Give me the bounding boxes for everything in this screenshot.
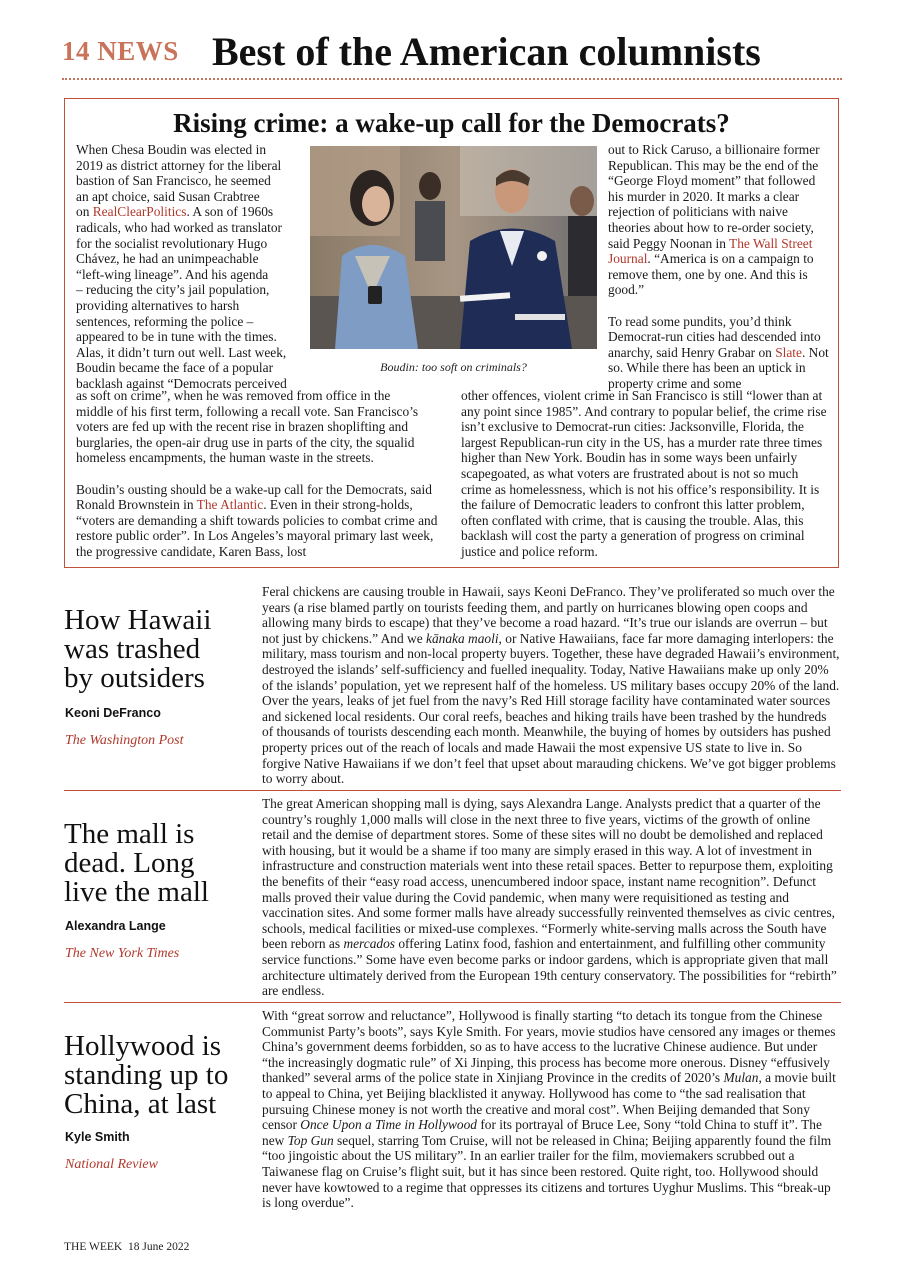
source-link[interactable]: The Atlantic: [196, 497, 264, 513]
text-line: backlash against “Democrats perceived: [76, 375, 287, 391]
footer-date: 18 June 2022: [127, 1241, 190, 1253]
photo-illustration: [310, 146, 597, 349]
feature-headline: How Hawaii was trashed by outsiders: [64, 604, 212, 694]
feature-body: The great American shopping mall is dying, says Alexandra Lange. Analysts predict that a quarter of the country’s roughly 1,000 malls will close in the next three to five years, victims of the growth of online retail and the demise of department stores. Some of these sites will no doubt be demolished and replaced with housing, but it would be a shame if too many are simply erased in this way. A lot of investment in infrastructure and construction materials went into these retail spaces. Better to repurpose them, exploiting the benefits of their “easy road access, unencumbered indoor space, instant name recognition”. Defunct malls proved their value during the Covid pandemic, when many were requisitioned as testing and vaccination sites. And some former malls have already successfully reinvented themselves as civic centres, schools, medical facilities or mixed-use complexes. “Formerly white-serving malls across the South have been reborn as mercados offering Latinx food, fashion and entertainment, and fulfilling other community service functions.” Some have even become parks or indoor gardens, which is appropriate given that mall architecture ultimately derived from the European 19th century conservatory. The possibilities for “rebirth” are endless.: [262, 796, 837, 999]
feature-publication: National Review: [65, 1157, 158, 1172]
text-line: When Chesa Boudin was elected in: [76, 142, 267, 157]
lead-paragraph: To read some pundits, you’d think Democrat-run cities had descended into anarchy, said Henry Grabar on Slate. Not so. While there has been an uptick in property crime and some: [608, 313, 829, 391]
lead-headline: Rising crime: a wake-up call for the Democrats?: [173, 108, 730, 138]
lead-paragraph: out to Rick Caruso, a billionaire former Republican. This may be the end of the “George Floyd moment” that followed his murder in 2020. It marks a clear rejection of politicians with naive theories about how to re-order society, said Peggy Noonan in The Wall Street Journal. “America is on a campaign to remove them, one by one. And this is good.”: [608, 142, 820, 298]
text-line: Boudin became the face of a popular: [76, 360, 274, 376]
text-line: on RealClearPolitics. A son of 1960s: [76, 204, 274, 220]
header-divider: [62, 78, 842, 80]
lead-photo: [310, 146, 597, 349]
text-line: – reducing the city’s jail population,: [76, 282, 270, 298]
text-line: Chávez, he had an unimpeachable: [76, 251, 259, 267]
lead-story: [64, 98, 839, 568]
photo-caption: Boudin: too soft on criminals?: [380, 360, 527, 374]
feature-headline: The mall is dead. Long live the mall: [64, 818, 209, 908]
text-line: “left-wing lineage”. And his agenda: [76, 266, 269, 282]
feature-publication: The Washington Post: [65, 733, 184, 748]
lead-col3: [608, 142, 830, 392]
text-line: radicals, who had worked as translator: [76, 219, 282, 235]
footer-publication: THE WEEK: [64, 1241, 123, 1253]
text-line: an apt choice, said Susan Crabtree: [76, 188, 260, 204]
lead-wide-left: [76, 388, 451, 560]
source-link[interactable]: The Wall Street Journal: [608, 235, 813, 267]
feature-headline: Hollywood is standing up to China, at last: [64, 1030, 229, 1120]
lead-paragraph: Boudin’s ousting should be a wake-up call for the Democrats, said Ronald Brownstein in The Atlantic. Even in their strong-holds, “voters are demanding a shift towards policies to combat crime and restore public order”. In Los Angeles’s mayoral primary last week, the progressive candidate, Karen Bass, lost: [76, 481, 438, 559]
text-line: voters are fed up with the recent rise in brazen shoplifting and: [76, 419, 409, 435]
lead-paragraph: other offences, violent crime in San Francisco is still “lower than at any point since 1985”. And contrary to popular belief, the crime rise isn’t exclusive to Democrat-run cities: Jacksonville, Florida, the largest Republican-run city in the US, has a murder rate three times higher than New York. Boudin has in some ways been unfairly scapegoated, as what voters are frustrated about is not so much crime as homelessness, which is not his office’s responsibility. It is the failure of Democratic leaders to confront this latter problem, often conflated with crime, that is causing the trouble. Alas, this backlash will cost the party a generation of progress on criminal justice and police reform.: [461, 388, 827, 559]
page-number: 14: [62, 36, 90, 66]
text-line: sentences, reforming the police –: [76, 313, 254, 329]
page-header: [62, 30, 842, 76]
feature-author: Kyle Smith: [65, 1130, 130, 1144]
text-line: providing alternatives to harsh: [76, 297, 240, 313]
page-title: Best of the American columnists: [212, 29, 761, 74]
lead-wide-right: [461, 388, 831, 560]
text-line: homeless encampments, the human waste in the streets.: [76, 450, 374, 466]
text-line: Alas, it didn’t turn out well. Last week,: [76, 344, 287, 360]
text-line: as soft on crime”, when he was removed from office in the: [76, 388, 391, 403]
feature-author: Keoni DeFranco: [65, 706, 161, 720]
source-link[interactable]: Slate: [775, 344, 802, 360]
section-name: NEWS: [97, 36, 179, 66]
feature-author: Alexandra Lange: [65, 919, 166, 933]
feature-mall: [64, 796, 841, 999]
page-footer: [64, 1241, 189, 1253]
feature-hollywood: [64, 1008, 841, 1218]
source-link[interactable]: RealClearPolitics: [92, 204, 187, 220]
section-divider: [64, 1002, 841, 1003]
text-line: middle of his first term, following a recall vote. San Francisco’s: [76, 403, 419, 419]
feature-publication: The New York Times: [65, 946, 180, 961]
text-line: 2019 as district attorney for the liberal: [76, 157, 282, 173]
text-line: bastion of San Francisco, he seemed: [76, 173, 271, 189]
feature-hawaii: [64, 584, 841, 787]
feature-body: Feral chickens are causing trouble in Hawaii, says Keoni DeFranco. They’ve proliferated so much over the years (a rise blamed partly on tourists feeding them, and partly on hurricanes blowing open coops and allowing many birds to escape) that they’ve become a road hazard. “It’s true our islands are overrun – but not just by chickens.” And we kānaka maoli, or Native Hawaiians, face far more damaging interlopers: the military, mass tourism and non-local property buyers. Together, these have degraded Hawaii’s environment, destroyed the islands’ self-sufficiency and fuelled inequality. Today, Native Hawaiians make up only 20% of the islands’ population, yet we represent half of the homeless. US military bases occupy 20% of the land. Over the years, leaks of jet fuel from the navy’s Red Hill storage facility have contaminated water sources and sickened local residents. Our coral reefs, beaches and hiking trails have been trashed by the hundreds of thousands of tourists descending each month. Meanwhile, the buying of homes by outsiders has pushed property prices out of the reach of locals and made Hawaii the most expensive US state to live in. So forgive Native Hawaiians if we don’t feel that upset about marauding chickens. We’ve got bigger problems to worry about.: [262, 584, 840, 787]
text-line: appeared to be in tune with the times.: [76, 329, 277, 345]
section-label: [62, 36, 179, 67]
lead-col1: [76, 142, 306, 392]
text-line: burglaries, the open-air drug use in parts of the city, the squalid: [76, 434, 415, 450]
text-line: for the socialist revolutionary Hugo: [76, 235, 268, 251]
section-divider: [64, 790, 841, 791]
feature-body: With “great sorrow and reluctance”, Hollywood is finally starting “to detach its tongue from the Chinese Communist Party’s boots”, says Kyle Smith. For years, movie studios have censored any images or themes China’s government deems forbidden, so as to have access to the lucrative Chinese audience. But under “the increasingly dogmatic rule” of Xi Jinping, this process has become more onerous. Disney “effusively thanked” several arms of the police state in Xinjiang Province in the credits of 2020’s Mulan, a movie built to appeal to China, yet Beijing blacklisted it anyway. Hollywood has come to “the sad realisation that pursuing Chinese money is not worth the creative and moral cost”. When Beijing demanded that Sony censor Once Upon a Time in Hollywood for its portrayal of Bruce Lee, Sony “told China to stuff it”. The new Top Gun sequel, starring Tom Cruise, will not be released in China; Beijing apparently found the film “too jingoistic about the US military”. In an earlier trailer for the film, moviemakers scrubbed out a Taiwanese flag on Cruise’s flight suit, but it has since been restored. Quite right, too. Hollywood should never have kowtowed to a regime that oppresses its citizens and tortures Uyghur Muslims. This “break-up is long overdue”.: [262, 1008, 836, 1211]
